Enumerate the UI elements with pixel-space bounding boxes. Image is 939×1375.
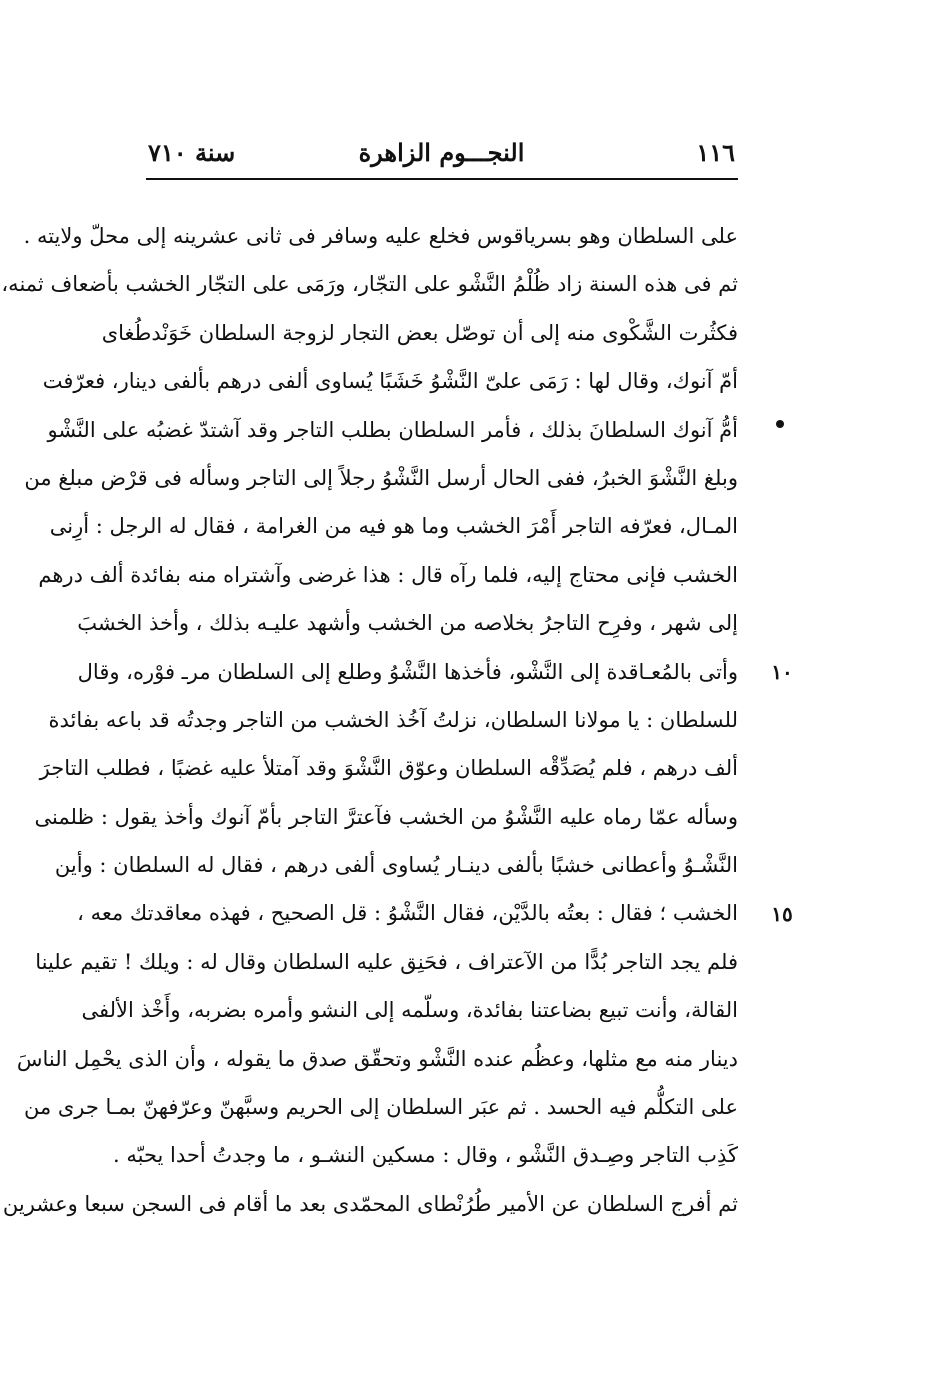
book-title: النجـــوم الزاهرة [358, 138, 525, 167]
text-line: كَذِب التاجر وصِـدق النَّشْو ، وقال : مسكين النشـو ، ما وجدتُ أحدا يحبّه . [113, 1143, 738, 1168]
text-line: وسأله عمّا رماه عليه النَّشْوُ من الخشب فآعترَّ التاجر بأمّ آنوك وأخذ يقول : ظلمنى [34, 804, 738, 829]
year-label: سنة ٧١٠ [148, 138, 236, 167]
text-line: دينار منه مع مثلها، وعظُم عنده النَّشْو وتحقّق صدق ما يقوله ، وأن الذى يحْمِل الناسَ [16, 1046, 738, 1071]
text-line: فلم يجد التاجر بُدًّا من الآعتراف ، فحَنِق عليه السلطان وقال له : ويلك ! تقيم علينا [35, 949, 738, 974]
text-line: ثم فى هذه السنة زاد ظُلْمُ النَّشْو على التجّار، ورَمَى على التجّار الخشب بأضعاف ثمنه، [1, 272, 738, 297]
header-rule [146, 178, 738, 180]
text-line: وبلغ النَّشْوَ الخبرُ، ففى الحال أرسل النَّشْوُ رجلاً إلى التاجر وسأله فى قرْض مبلغ من [24, 465, 738, 490]
line-five-dot-marker [776, 420, 784, 428]
body-text [1, 212, 738, 1228]
text-line: ثم أفرج السلطان عن الأمير طُرُنْطاى المحمّدى بعد ما أقام فى السجن سبعا وعشرين [2, 1191, 738, 1216]
text-line: أمُّ آنوك السلطانَ بذلك ، فأمر السلطان بطلب التاجر وقد آشتدّ غضبُه على النَّشْو [47, 417, 738, 442]
text-line: النَّشْـوُ وأعطانى خشبًا بألفى دينـار يُساوى ألفى درهم ، فقال له السلطان : وأين [54, 853, 738, 878]
text-line: القالة، وأنت تبيع بضاعتنا بفائدة، وسلّمه إلى النشو وأمره بضربه، وأَخْذ الألفى [81, 998, 738, 1023]
text-line: المـال، فعرّفه التاجر أَمْرَ الخشب وما هو فيه من الغرامة ، فقال له الرجل : أرِنى [49, 514, 738, 539]
running-header [148, 138, 735, 176]
text-line: الخشب ؛ فقال : بعتُه بالدَّيْن، فقال النَّشْوُ : قل الصحيح ، فهذه معاقدتك معه ، [77, 901, 738, 926]
text-line: للسلطان : يا مولانا السلطان، نزلتُ آخُذ الخشب من التاجر وجدتُه قد باعه بفائدة [48, 707, 738, 732]
line-number-margin [740, 212, 820, 1212]
text-line: إلى شهر ، وفرِح التاجرُ بخلاصه من الخشب وأشهد عليـه بذلك ، وأخذ الخشبَ [77, 611, 738, 636]
text-line: أمّ آنوك، وقال لها : رَمَى علىّ النَّشْوُ خَشَبًا يُساوى ألفى درهم بألفى دينار، فعرّفت [42, 369, 738, 394]
text-line: على التكلُّم فيه الحسد . ثم عبَر السلطان إلى الحريم وسبَّهنّ وعرّفهنّ بمـا جرى من [23, 1095, 738, 1120]
text-line: على السلطان وهو بسرياقوس فخلع عليه وسافر فى ثانى عشرينه إلى محلّ ولايته . [23, 224, 738, 248]
line-number-ten: ١٠ [771, 660, 793, 684]
text-line: الخشب فإنى محتاج إليه، فلما رآه قال : هذا غرضى وآشتراه منه بفائدة ألف درهم [38, 562, 738, 587]
text-line: ألف درهم ، فلم يُصَدِّقْه السلطان وعوّق النَّشْوَ وقد آمتلأ عليه غضبًا ، فطلب التاجرَ [39, 756, 738, 781]
page-number: ١١٦ [696, 138, 735, 167]
text-line: فكثُرت الشَّكْوى منه إلى أن توصّل بعض التجار لزوجة السلطان خَوَنْدطُغاى [101, 320, 738, 345]
text-line: وأتى بالمُعـاقدة إلى النَّشْو، فأخذها النَّشْوُ وطلع إلى السلطان مرـ فوْره، وقال [77, 659, 738, 684]
line-number-fifteen: ١٥ [771, 902, 793, 926]
